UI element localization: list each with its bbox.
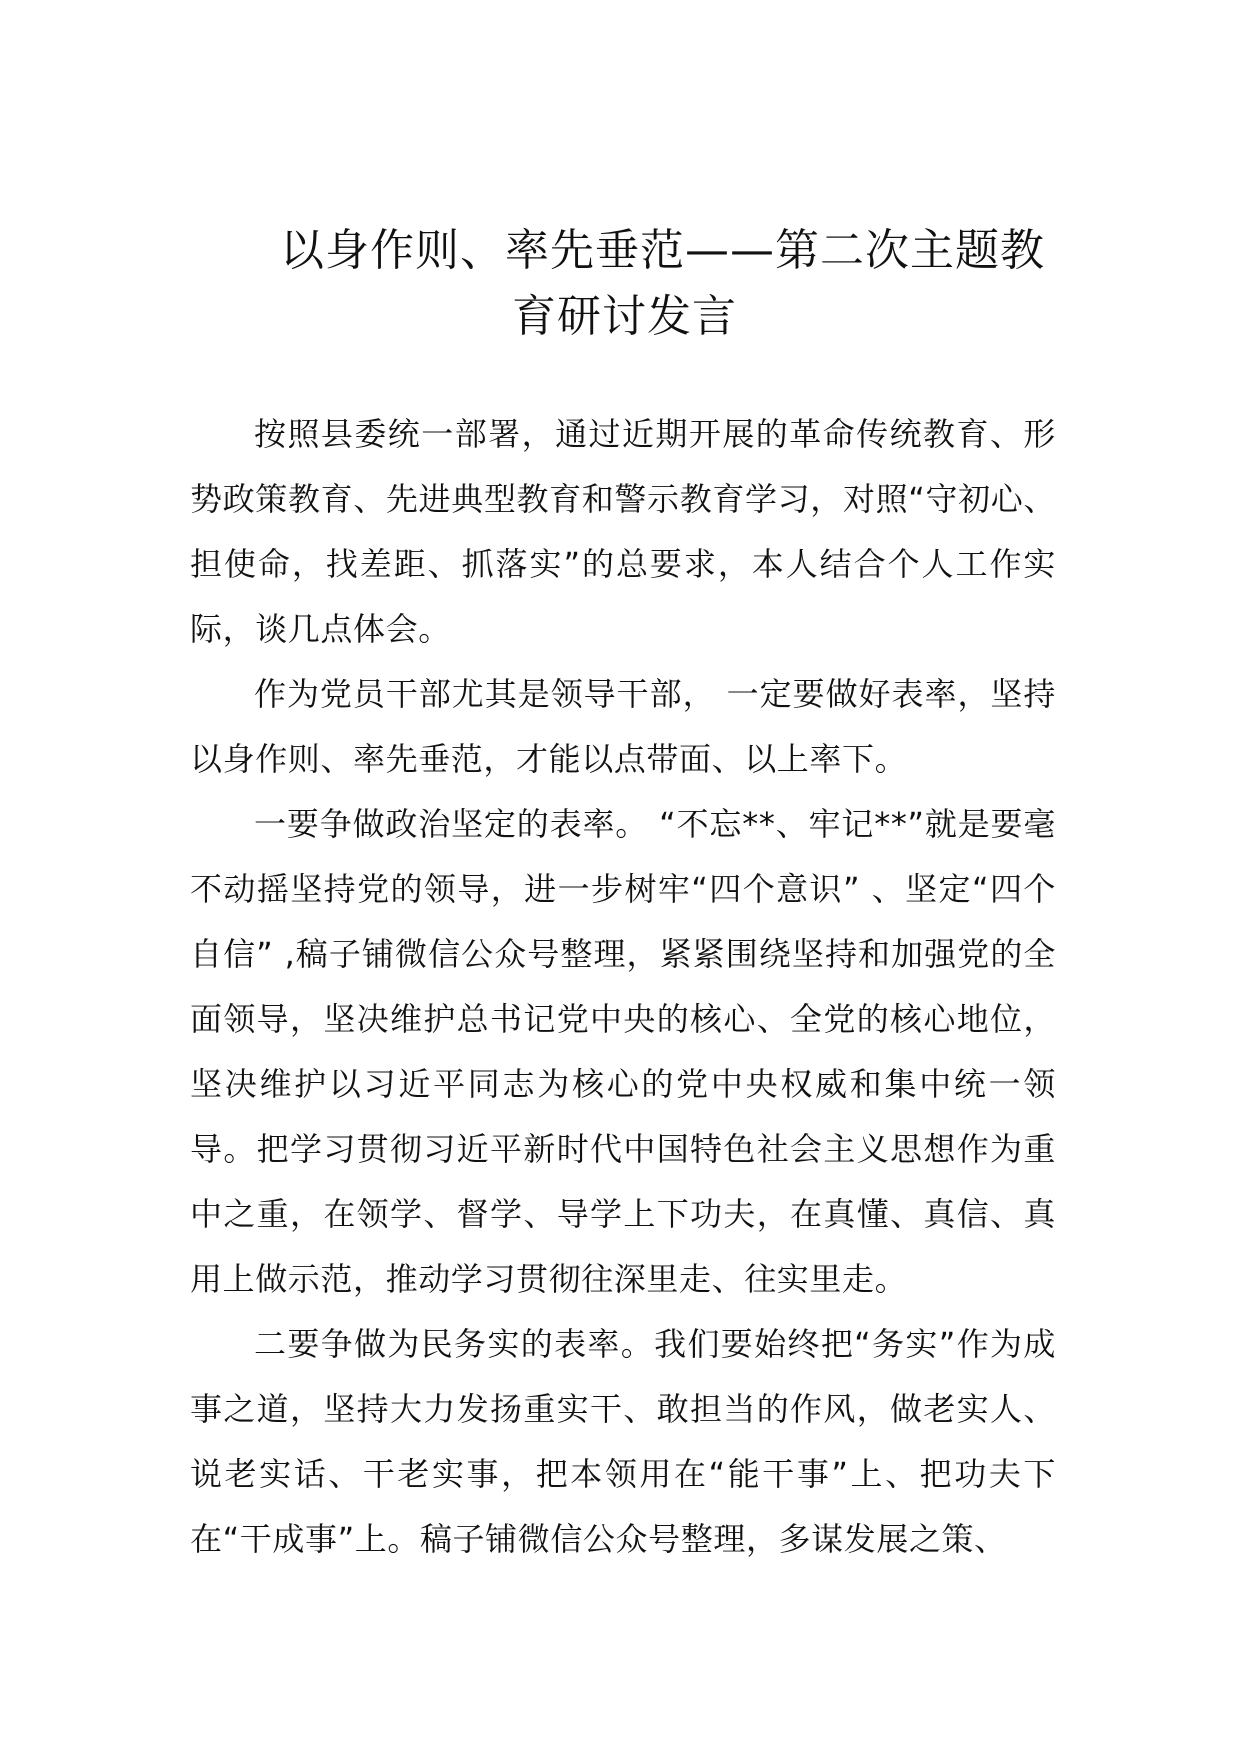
paragraph-lead: 作为党员干部尤其是领导干部， 一定要做好表率，坚持以身作则、率先垂范，才能以点带面、以上率下。 (190, 675, 1056, 778)
document-title (280, 218, 1060, 350)
title-line-1: 以身作则、率先垂范——第二次主题教 (280, 225, 1045, 276)
document-body (190, 402, 1056, 1572)
paragraph-intro: 按照县委统一部署，通过近期开展的革命传统教育、形势政策教育、先进典型教育和警示教育学习，对照“守初心、担使命，找差距、抓落实”的总要求，本人结合个人工作实际，谈几点体会。 (190, 415, 1056, 648)
title-line-2: 育研讨发言 (512, 291, 737, 342)
paragraph-point-two: 二要争做为民务实的表率。我们要始终把“务实”作为成事之道，坚持大力发扬重实干、敢担当的作风，做老实人、说老实话、干老实事，把本领用在“能干事”上、把功夫下在“干成事”上。稿子铺微信公众号整理，多谋发展之策、 (190, 1325, 1056, 1558)
paragraph-point-one: 一要争做政治坚定的表率。 “不忘**、牢记**”就是要毫不动摇坚持党的领导，进一步树牢“四个意识” 、坚定“四个自信” ,稿子铺微信公众号整理，紧紧围绕坚持和加强党的全面领导，坚决维护总书记党中央的核心、全党的核心地位，坚决维护以习近平同志为核心的党中央权威和集中统一领导。把学习贯彻习近平新时代中国特色社会主义思想作为重中之重，在领学、督学、导学上下功夫，在真懂、真信、真用上做示范，推动学习贯彻往深里走、往实里走。 (190, 805, 1056, 1298)
